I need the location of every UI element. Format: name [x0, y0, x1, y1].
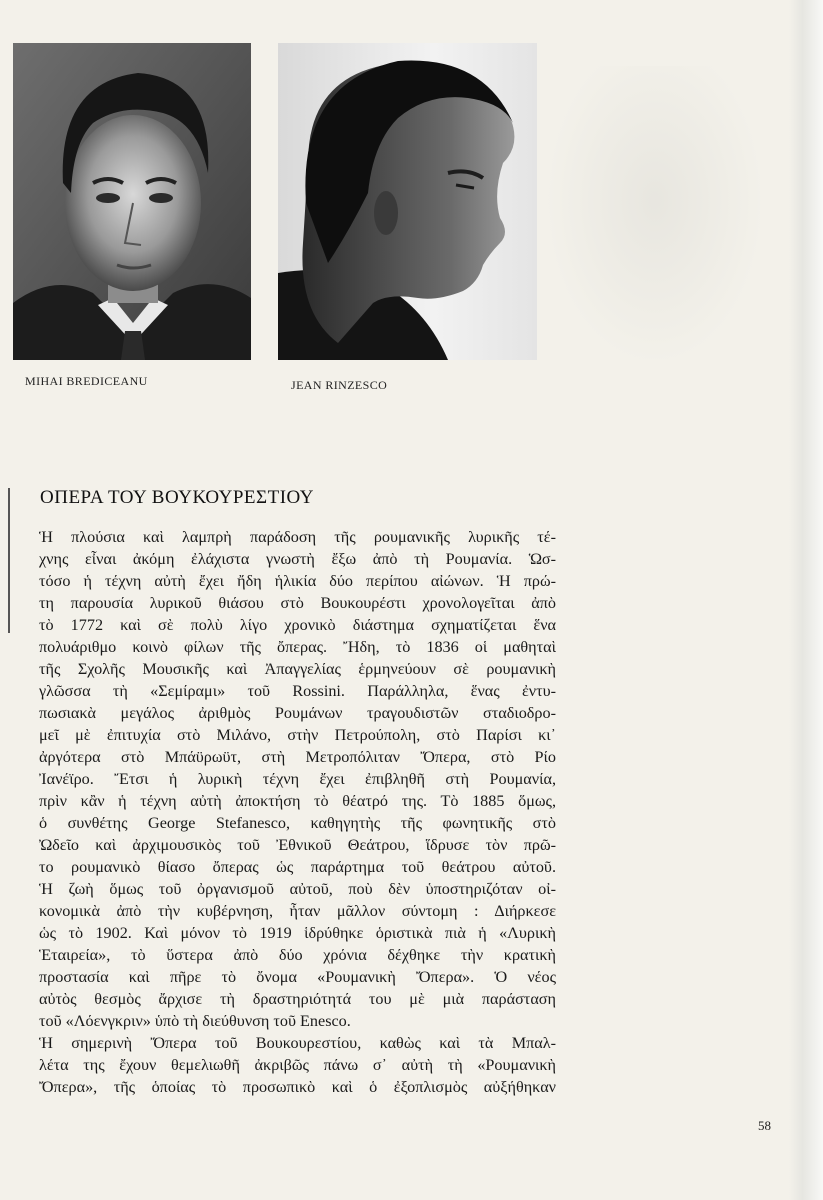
photo-caption: JEAN RINZESCO — [291, 378, 388, 392]
body-line: τη παρουσία λυρικοῦ θιάσου στὸ Βουκουρέστι χρονολογεῖται ἀπὸ — [39, 594, 556, 612]
portrait-image — [13, 43, 251, 360]
portrait-photo-rinzesco — [278, 43, 537, 360]
body-line: Ἰανέϊρο. Ἔτσι ἡ λυρικὴ τέχνη ἔχει ἐπιβληθῆ στὴ Ρουμανία, — [39, 770, 556, 788]
body-line: μεῖ μὲ ἐπιτυχία στὸ Μιλάνο, στὴν Πετρούπολη, στὸ Παρίσι κι᾿ — [39, 726, 556, 744]
body-line: ὡς τὸ 1902. Καὶ μόνον τὸ 1919 ἱδρύθηκε ὁριστικὰ πιὰ ἡ «Λυρικὴ — [39, 924, 556, 942]
body-line: τῆς Σχολῆς Μουσικῆς καὶ Ἀπαγγελίας ἑρμηνεύουν σὲ ρουμανικὴ — [39, 660, 556, 678]
body-line: Ὠδεῖο καὶ ἀρχιμουσικὸς τοῦ Ἐθνικοῦ Θεάτρου, ἵδρυσε τὸν πρῶ- — [39, 836, 556, 854]
body-line: ὁ συνθέτης George Stefanesco, καθηγητὴς τῆς φωνητικῆς στὸ — [39, 814, 556, 832]
body-line: Ἡ σημερινὴ Ὄπερα τοῦ Βουκουρεστίου, καθὼς καὶ τὰ Μπαλ- — [39, 1034, 556, 1052]
body-line: Ἡ πλούσια καὶ λαμπρὴ παράδοση τῆς ρουμανικῆς λυρικῆς τέ- — [39, 528, 556, 546]
page-number: 58 — [758, 1118, 771, 1133]
article-title: ΟΠΕΡΑ ΤΟΥ ΒΟΥΚΟΥΡΕΣΤΙΟΥ — [40, 487, 315, 508]
margin-rule — [8, 488, 10, 633]
body-line: πολυάριθμο κοινὸ φίλων τῆς ὄπερας. Ἤδη, τὸ 1836 οἱ μαθηταὶ — [39, 638, 556, 656]
body-line: το ρουμανικὸ θίασο ὄπερας ὡς παράρτημα τοῦ θεάτρου αὐτοῦ. — [39, 858, 556, 876]
body-line: τὸ 1772 καὶ σὲ πολὺ λίγο χρονικὸ διάστημα σχηματίζεται ἕνα — [39, 616, 556, 634]
body-line: Ἑταιρεία», τὸ ὕστερα ἀπὸ δύο χρόνια δέχθηκε τὴν κρατικὴ — [39, 946, 556, 964]
body-line: προστασία καὶ πῆρε τὸ ὄνομα «Ρουμανικὴ Ὄπερα». Ὁ νέος — [39, 968, 556, 986]
page-edge — [789, 0, 823, 1200]
body-line: τόσο ἡ τέχνη αὐτὴ ἔχει ἤδη ἡλικία δύο περίπου αἰώνων. Ἡ πρώ- — [39, 572, 556, 590]
profile-image — [278, 43, 537, 360]
body-line: πρὶν κἂν ἡ τέχνη αὐτὴ ἀποκτήση τὸ θέατρό της. Τὸ 1885 ὅμως, — [39, 792, 556, 810]
body-line: χνης εἶναι ἀκόμη ἐλάχιστα γνωστὴ ἔξω ἀπὸ τὴ Ρουμανία. Ὡσ- — [39, 550, 556, 568]
photo-caption: MIHAI BREDICEANU — [25, 374, 148, 388]
body-line: πωσιακὰ μεγάλος ἀριθμὸς Ρουμάνων τραγουδιστῶν σταδιοδρο- — [39, 704, 556, 722]
body-line: λέτα της ἔχουν θεμελιωθῆ ἀκριβῶς πάνω σ᾿ αὐτὴ τὴ «Ρουμανικὴ — [39, 1056, 556, 1074]
body-line: ἀργότερα στὸ Μπάϋρωϋτ, στὴ Μετροπόλιταν Ὄπερα, στὸ Ρίο — [39, 748, 556, 766]
portrait-photo-brediceanu — [13, 43, 251, 360]
article-body — [39, 526, 556, 1098]
body-line: Ὄπερα», τῆς ὁποίας τὸ προσωπικὸ καὶ ὁ ἐξοπλισμὸς αὐξήθηκαν — [39, 1078, 556, 1096]
body-line: γλῶσσα τὴ «Σεμίραμι» τοῦ Rossini. Παράλληλα, ἕνας ἐντυ- — [39, 682, 556, 700]
body-line: αὐτὸς θεσμὸς ἄρχισε τὴ δραστηριότητά του μὲ μιὰ παράσταση — [39, 990, 556, 1008]
body-line: κονομικὰ ἀπὸ τὴν κυβέρνηση, ἦταν μᾶλλον σύντομη : Διήρκεσε — [39, 902, 556, 920]
body-line: Ἡ ζωὴ ὅμως τοῦ ὀργανισμοῦ αὐτοῦ, ποὺ δὲν ὑποστηριζόταν οἰ- — [39, 880, 556, 898]
body-line: τοῦ «Λόενγκριν» ὑπὸ τὴ διεύθυνση τοῦ Enesco. — [39, 1012, 351, 1030]
show-through-shadow — [545, 66, 765, 366]
